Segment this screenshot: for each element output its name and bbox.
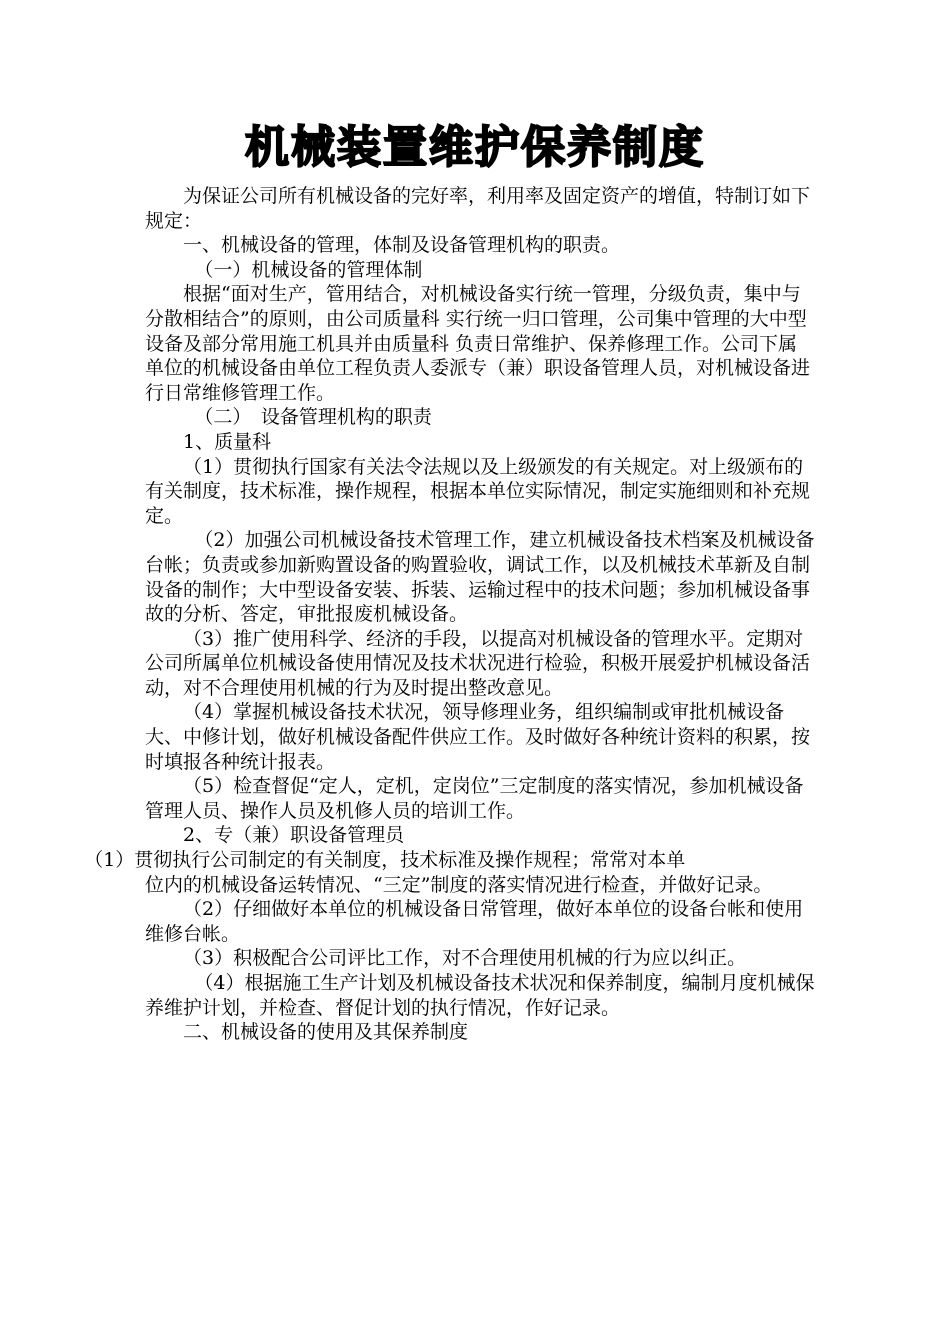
paragraph-management-system: 根据“面对生产，管用结合，对机械设备实行统一管理，分级负责，集中与分散相结合”的原则，由公司质量科 实行统一归口管理，公司集中管理的大中型设备及部分常用施工机具并由质量科 负责日常维护、保养修理工作。公司下属单位的机械设备由单位工程负责人委派专（兼）职设备管理人员，对机械设备进行日常维修管理工作。 — [145, 283, 811, 404]
list-item: （4）根据施工生产计划及机械设备技术状况和保养制度，编制月度机械保养维护计划，并检查、督促计划的执行情况，作好记录。 — [145, 972, 815, 1019]
item-heading-equipment-manager: 2、专（兼）职设备管理员 — [183, 824, 405, 847]
list-item: （5）检查督促“定人，定机，定岗位”三定制度的落实情况，参加机械设备管理人员、操作人员及机修人员的培训工作。 — [145, 775, 804, 822]
list-item: （1）贯彻执行国家有关法令法规以及上级颁发的有关规定。对上级颁布的有关制度，技术标准，操作规程，根据本单位实际情况，制定实施细则和补充规定。 — [145, 455, 811, 527]
document-title: 机械装置维护保养制度 — [245, 122, 705, 173]
paragraph-intro: 为保证公司所有机械设备的完好率，利用率及固定资产的增值，特制订如下规定： — [145, 185, 811, 232]
document-body — [84, 184, 815, 1045]
list-item: （2）加强公司机械设备技术管理工作，建立机械设备技术档案及机械设备台帐；负责或参加新购置设备的购置验收，调试工作，以及机械技术革新及自制设备的制作；大中型设备安装、拆装、运输过程中的技术问题；参加机械设备事故的分析、答定，审批报废机械设备。 — [145, 529, 815, 626]
subsection-heading-1: （一）机械设备的管理体制 — [194, 258, 423, 281]
item-heading-quality-dept: 1、质量科 — [183, 430, 272, 453]
list-item: （4）掌握机械设备技术状况，领导修理业务，组织编制或审批机械设备大、中修计划，做好机械设备配件供应工作。及时做好各种统计资料的积累，按时填报各种统计报表。 — [145, 701, 811, 773]
list-item: （3）积极配合公司评比工作，对不合理使用机械的行为应以纠正。 — [183, 947, 747, 970]
section-heading-1: 一、机械设备的管理，体制及设备管理机构的职责。 — [183, 234, 621, 257]
list-item: （3）推广使用科学、经济的手段，以提高对机械设备的管理水平。定期对公司所属单位机械设备使用情况及技术状况进行检验，积极开展爱护机械设备活动，对不合理使用机械的行为及时提出整改意见。 — [145, 627, 811, 699]
list-item-continuation: 位内的机械设备运转情况、“三定”制度的落实情况进行检查，并做好记录。 — [145, 873, 773, 896]
subsection-heading-2: （二） 设备管理机构的职责 — [194, 406, 432, 429]
list-item: （2）仔细做好本单位的机械设备日常管理，做好本单位的设备台帐和使用维修台帐。 — [145, 898, 804, 945]
list-item: （1）贯彻执行公司制定的有关制度，技术标准及操作规程；常常对本单 — [84, 849, 686, 872]
section-heading-2: 二、机械设备的使用及其保养制度 — [183, 1021, 469, 1044]
